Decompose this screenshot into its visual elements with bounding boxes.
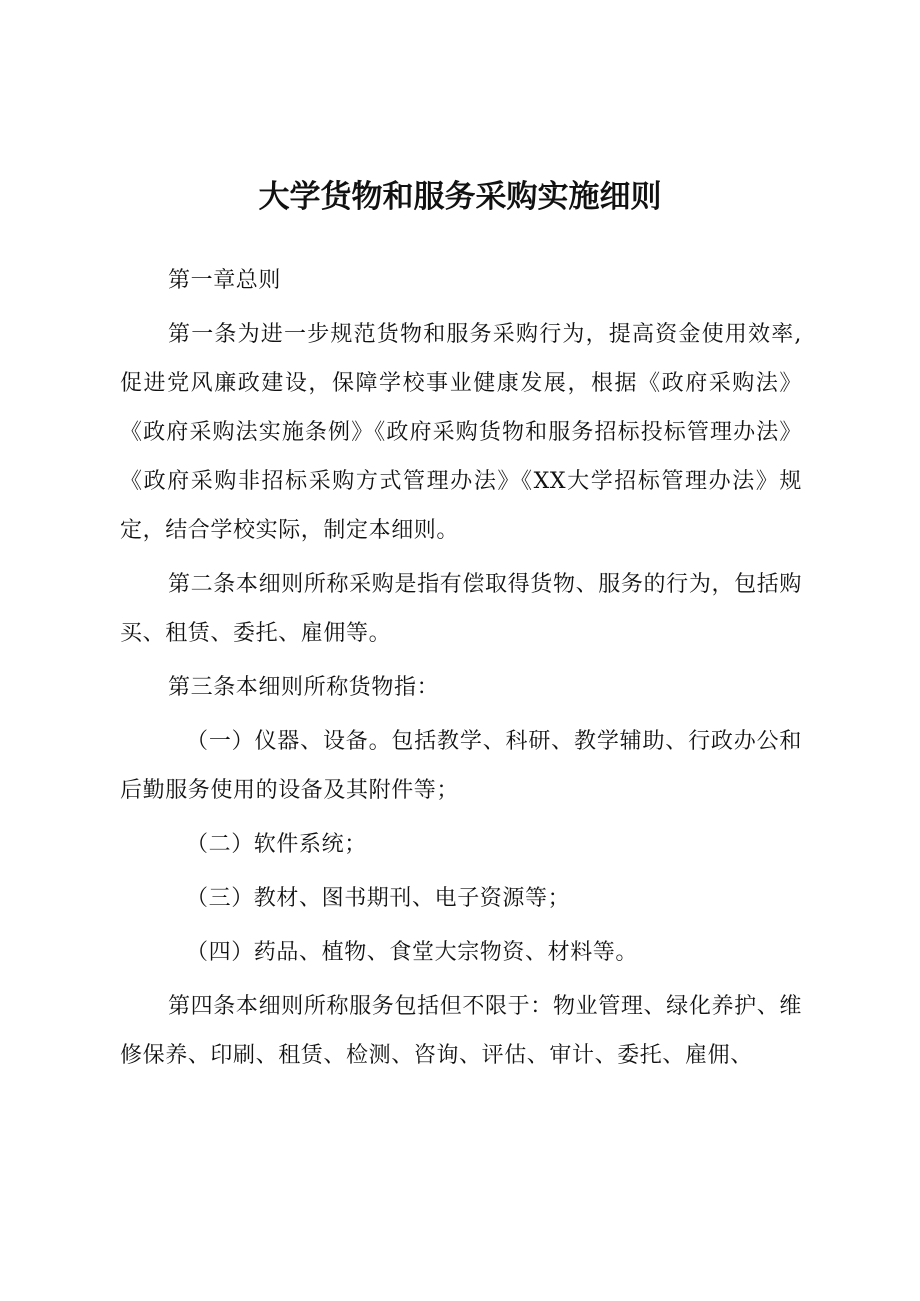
goods-item-2: （二）软件系统； xyxy=(186,832,367,857)
article-2-paragraph: 第二条本细则所称采购是指有偿取得货物、服务的行为，包括购买、租赁、委托、雇佣等。 xyxy=(120,572,802,646)
goods-item-1: （一）仪器、设备。包括教学、科研、教学辅助、行政办公和后勤服务使用的设备及其附件等； xyxy=(120,729,802,803)
goods-item-4: （四）药品、植物、食堂大宗物资、材料等。 xyxy=(186,940,639,965)
document-title: 大学货物和服务采购实施细则 xyxy=(258,179,662,215)
article-3-paragraph: 第三条本细则所称货物指： xyxy=(168,675,440,700)
article-4-paragraph: 第四条本细则所称服务包括但不限于：物业管理、绿化养护、维修保养、印刷、租赁、检测、咨询、评估、审计、委托、雇佣、 xyxy=(120,994,802,1068)
goods-item-3: （三）教材、图书期刊、电子资源等； xyxy=(186,886,571,911)
document-body xyxy=(120,256,802,1085)
chapter-heading: 第一章总则 xyxy=(168,268,282,293)
article-1-paragraph: 第一条为进一步规范货物和服务采购行为，提高资金使用效率,促进党风廉政建设，保障学校事业健康发展，根据《政府采购法》《政府采购法实施条例》《政府采购货物和服务招标投标管理办法》《政府采购非招标采购方式管理办法》《XX大学招标管理办法》规定，结合学校实际，制定本细则。 xyxy=(120,322,802,543)
